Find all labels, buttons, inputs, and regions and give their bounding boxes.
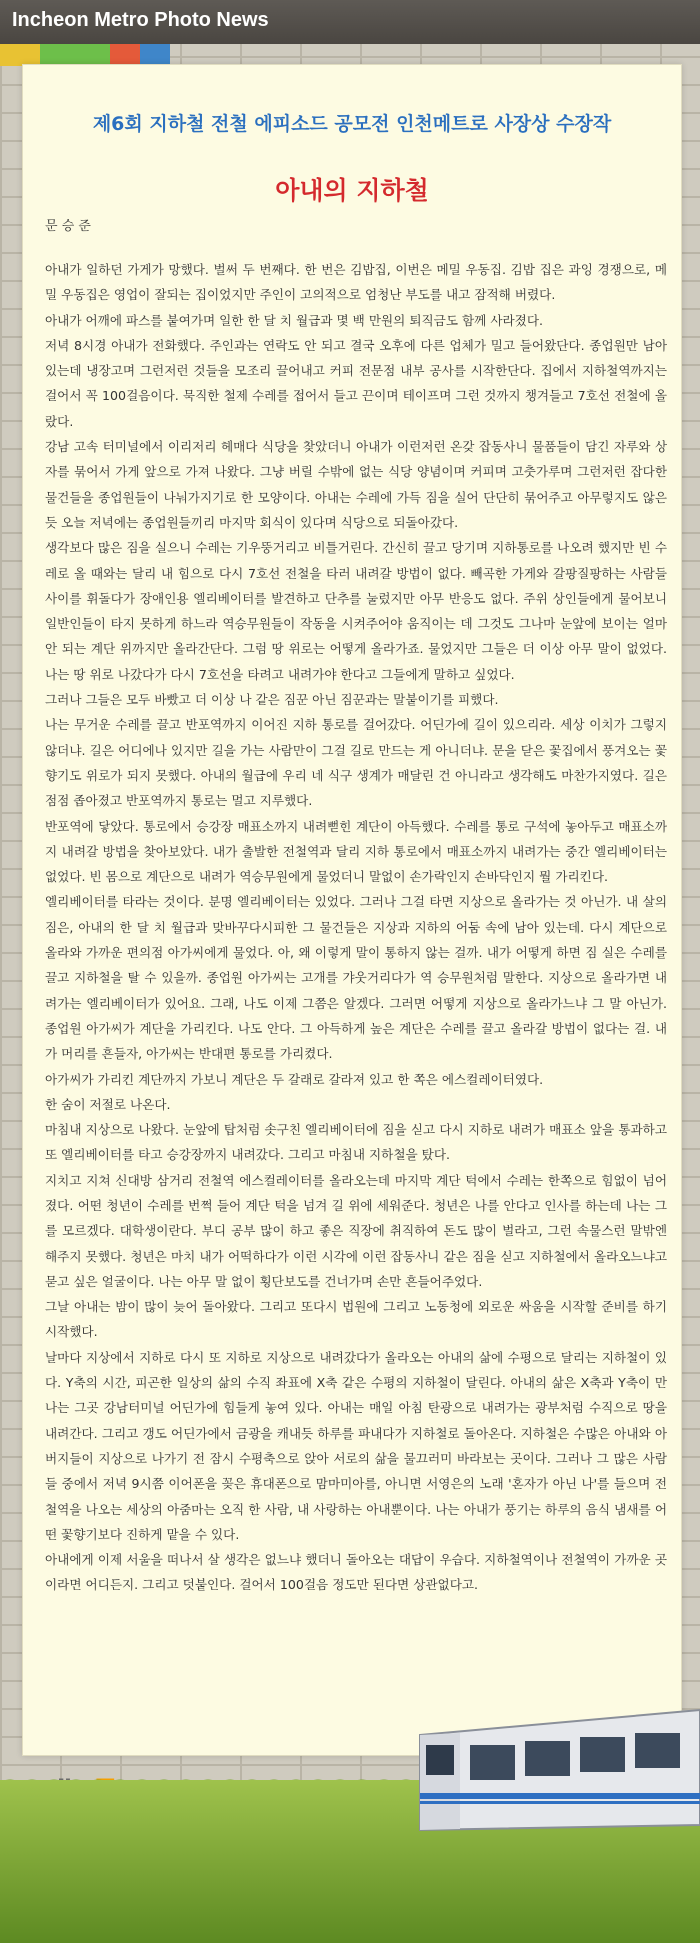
- paragraph: 아내에게 이제 서울을 떠나서 살 생각은 없느냐 했더니 돌아오는 대답이 우습다. 지하철역이나 전철역이 가까운 곳이라면 어디든지. 그리고 덧붙인다. 걸어서 100걸음 정도만 된다면 상관없다고.: [45, 1552, 667, 1593]
- paragraph: 그날 아내는 밤이 많이 늦어 돌아왔다. 그리고 또다시 법원에 그리고 노동청에 외로운 싸움을 시작할 준비를 하기 시작했다.: [45, 1299, 667, 1340]
- banner-block-red: [110, 44, 140, 66]
- paragraph: 반포역에 닿았다. 통로에서 승강장 매표소까지 내려뻗힌 계단이 아득했다. 수레를 통로 구석에 놓아두고 매표소까지 내려갈 방법을 찾아보았다. 내가 출발한 전철역과 달리 지하 통로에서 매표소까지 내려가는 중간 엘리베이터는 없었다. 빈 몸으로 계단으로 내려가 역승무원에게 물었더니 말없이 손가락인지 손바닥인지 뭘 가리킨다.: [45, 818, 667, 885]
- banner-block-blue: [140, 44, 170, 66]
- subway-train-illustration: [400, 1695, 700, 1845]
- paragraph: 마침내 지상으로 나왔다. 눈앞에 탑처럼 솟구친 엘리베이터에 짐을 싣고 다시 지하로 내려가 매표소 앞을 통과하고 또 엘리베이터를 타고 승강장까지 내려갔다. 그리고 마침내 지하철을 탔다.: [45, 1122, 667, 1163]
- paragraph: 지치고 지쳐 신대방 삼거리 전철역 에스컬레이터를 올라오는데 마지막 계단 턱에서 수레는 한쪽으로 힘없이 넘어졌다. 어떤 청년이 수레를 번쩍 들어 계단 턱을 넘겨 길 위에 세워준다. 청년은 나를 안다고 인사를 하는데 나는 그를 모르겠다. 대학생이란다. 부디 공부 많이 하고 좋은 직장에 취직하여 돈도 많이 벌라고, 그런 속물스런 말밖엔 해주지 못했다. 청년은 마치 내가 어떡하다가 이런 시각에 이런 잡동사니 같은 짐을 싣고 지하철에서 올라오느냐고 묻고 싶은 얼굴이다. 나는 아무 말 없이 횡단보도를 건너가며 손만 흔들어주었다.: [45, 1172, 667, 1289]
- article-body: [45, 257, 667, 1598]
- paragraph: 생각보다 많은 짐을 실으니 수레는 기우뚱거리고 비틀거린다. 간신히 끌고 당기며 지하통로를 나오려 했지만 빈 수레로 올 때와는 달리 내 힘으로 다시 7호선 전철을 타러 내려갈 방법이 없다. 빼곡한 가게와 갈팡질팡하는 사람들 사이를 휘돌다가 장애인용 엘리베이터를 발견하고 단추를 눌렀지만 아무 반응도 없다. 주위 상인들에게 물어보니 일반인들이 타지 못하게 하느라 역승무원들이 작동을 시켜주어야 움직이는 데 그것도 그나마 눈앞에 보이는 얼마 안 되는 계단 위까지만 올라간단다. 그럼 땅 위로는 어떻게 올라가죠. 물었지만 그들은 더 이상 아무 말이 없었다. 나는 땅 위로 나갔다가 다시 7호선을 타려고 내려가야 한다고 그들에게 말하고 싶었다.: [45, 540, 667, 682]
- paragraph: 아내가 일하던 가게가 망했다. 벌써 두 번째다. 한 번은 김밥집, 이번은 메밀 우동집. 김밥 집은 과잉 경쟁으로, 메밀 우동집은 영업이 잘되는 집이었지만 주인이 고의적으로 엄청난 부도를 내고 잠적해 버렸다.: [45, 262, 667, 303]
- paragraph: 아가씨가 가리킨 계단까지 가보니 계단은 두 갈래로 갈라져 있고 한 쪽은 에스컬레이터였다.: [45, 1071, 544, 1087]
- page-header: [0, 0, 700, 44]
- paragraph: 날마다 지상에서 지하로 다시 또 지하로 지상으로 내려갔다가 올라오는 아내의 삶에 수평으로 달리는 지하철이 있다. Y축의 시간, 피곤한 일상의 삶의 수직 좌표에 X축 같은 수평의 지하철이 달린다. 아내의 삶은 X축과 Y축이 만나는 그곳 강남터미널 어딘가에 힘들게 놓여 있다. 아내는 매일 아침 탄광으로 내려가는 광부처럼 수직으로 땅을 내려간다. 그리고 갱도 어딘가에서 금광을 캐내듯 하루를 파내다가 지하철로 돌아온다. 지하철은 수많은 아내와 아버지들이 지상으로 나가기 전 잠시 수평축으로 앉아 서로의 삶을 물끄러미 바라보는 곳이다. 그러나 그 많은 사람들 중에서 저녁 9시쯤 이어폰을 꽂은 휴대폰으로 맘마미아를, 아니면 서영은의 노래 '혼자가 아닌 나'를 들으며 전철역을 나오는 세상의 아줌마는 오직 한 사람, 내 사랑하는 아내뿐이다. 나는 아내가 풍기는 하루의 음식 냄새를 어떤 꽃향기보다 진하게 맡을 수 있다.: [45, 1349, 667, 1542]
- article-subtitle: 제6회 지하철 전철 에피소드 공모전 인천메트로 사장상 수장작: [92, 113, 612, 135]
- article-paper: [22, 64, 682, 1756]
- paragraph: 엘리베이터를 타라는 것이다. 분명 엘리베이터는 있었다. 그러나 그걸 타면 지상으로 올라가는 것 아닌가. 내 살의 짐은, 아내의 한 달 치 월급과 맞바꾸다시피한 그 물건들은 지상과 지하의 어둠 속에 남아 있는데. 다시 계단으로 올라와 가까운 편의점 아가씨에게 물었다. 아, 왜 이렇게 말이 통하지 않는 걸까. 내가 어떻게 하면 짐 실은 수레를 끌고 지하철을 탈 수 있을까. 종업원 아가씨는 고개를 갸웃거리다가 역 승무원처럼 말한다. 지상으로 올라가면 내려가는 엘리베이터가 있어요. 그래, 나도 이제 그쯤은 알겠다. 그러면 어떻게 지상으로 올라가느냐 그 말 아닌가. 종업원 아가씨가 계단을 가리킨다. 나도 안다. 그 아득하게 높은 계단은 수레를 끌고 올라갈 방법이 없다는 걸. 내가 머리를 흔들자, 아가씨는 반대편 통로를 가리켰다.: [45, 894, 667, 1062]
- paragraph: 아내가 어깨에 파스를 붙여가며 일한 한 달 치 월급과 몇 백 만원의 퇴직금도 함께 사라졌다.: [45, 312, 544, 328]
- banner-block-yellow: [0, 44, 40, 66]
- header-title: Incheon Metro Photo News: [12, 9, 269, 31]
- paragraph: 나는 무거운 수레를 끌고 반포역까지 이어진 지하 통로를 걸어갔다. 어딘가에 길이 있으리라. 세상 이치가 그렇지 않더냐. 길은 어디에나 있지만 길을 가는 사람만이 그걸 길로 만드는 게 아니더냐. 문을 닫은 꽃집에서 풍겨오는 꽃향기도 위로가 되지 못했다. 아내의 월급에 우리 네 식구 생계가 매달린 건 아니라고 생각해도 마찬가지였다. 길은 점점 좁아졌고 반포역까지 통로는 멀고 지루했다.: [45, 717, 667, 809]
- paragraph: 그러나 그들은 모두 바빴고 더 이상 나 같은 짐꾼 아닌 짐꾼과는 말붙이기를 피했다.: [45, 692, 499, 708]
- paragraph: 저녁 8시경 아내가 전화했다. 주인과는 연락도 안 되고 결국 오후에 다른 업체가 밀고 들어왔단다. 종업원만 남아 있는데 냉장고며 그런저런 것들을 모조리 끌어내고 커피 전문점 내부 공사를 시작한단다. 집에서 지하철역까지는 걸어서 꼭 100걸음이다. 묵직한 철제 수레를 접어서 들고 끈이며 테이프며 그런 것까지 챙겨들고 7호선 전철에 올랐다.: [45, 337, 667, 429]
- paragraph: 한 숨이 저절로 나온다.: [45, 1096, 171, 1112]
- paragraph: 강남 고속 터미널에서 이리저리 헤매다 식당을 찾았더니 아내가 이런저런 온갖 잡동사니 물품들이 담긴 자루와 상자를 묶어서 가게 앞으로 가져 나왔다. 그냥 버릴 수밖에 없는 식당 양념이며 커피며 고춧가루며 그런저런 잡다한 물건들을 종업원들이 나눠가지기로 한 모양이다. 아내는 수레에 가득 짐을 실어 단단히 묶어주고 아무렇지도 않은 듯 오늘 저녁에는 종업원들끼리 마지막 회식이 있다며 식당으로 되돌아갔다.: [45, 439, 667, 530]
- article-author: 문 승 준: [45, 219, 91, 234]
- banner-block-green: [40, 44, 110, 66]
- article-title: 아내의 지하철: [275, 176, 429, 205]
